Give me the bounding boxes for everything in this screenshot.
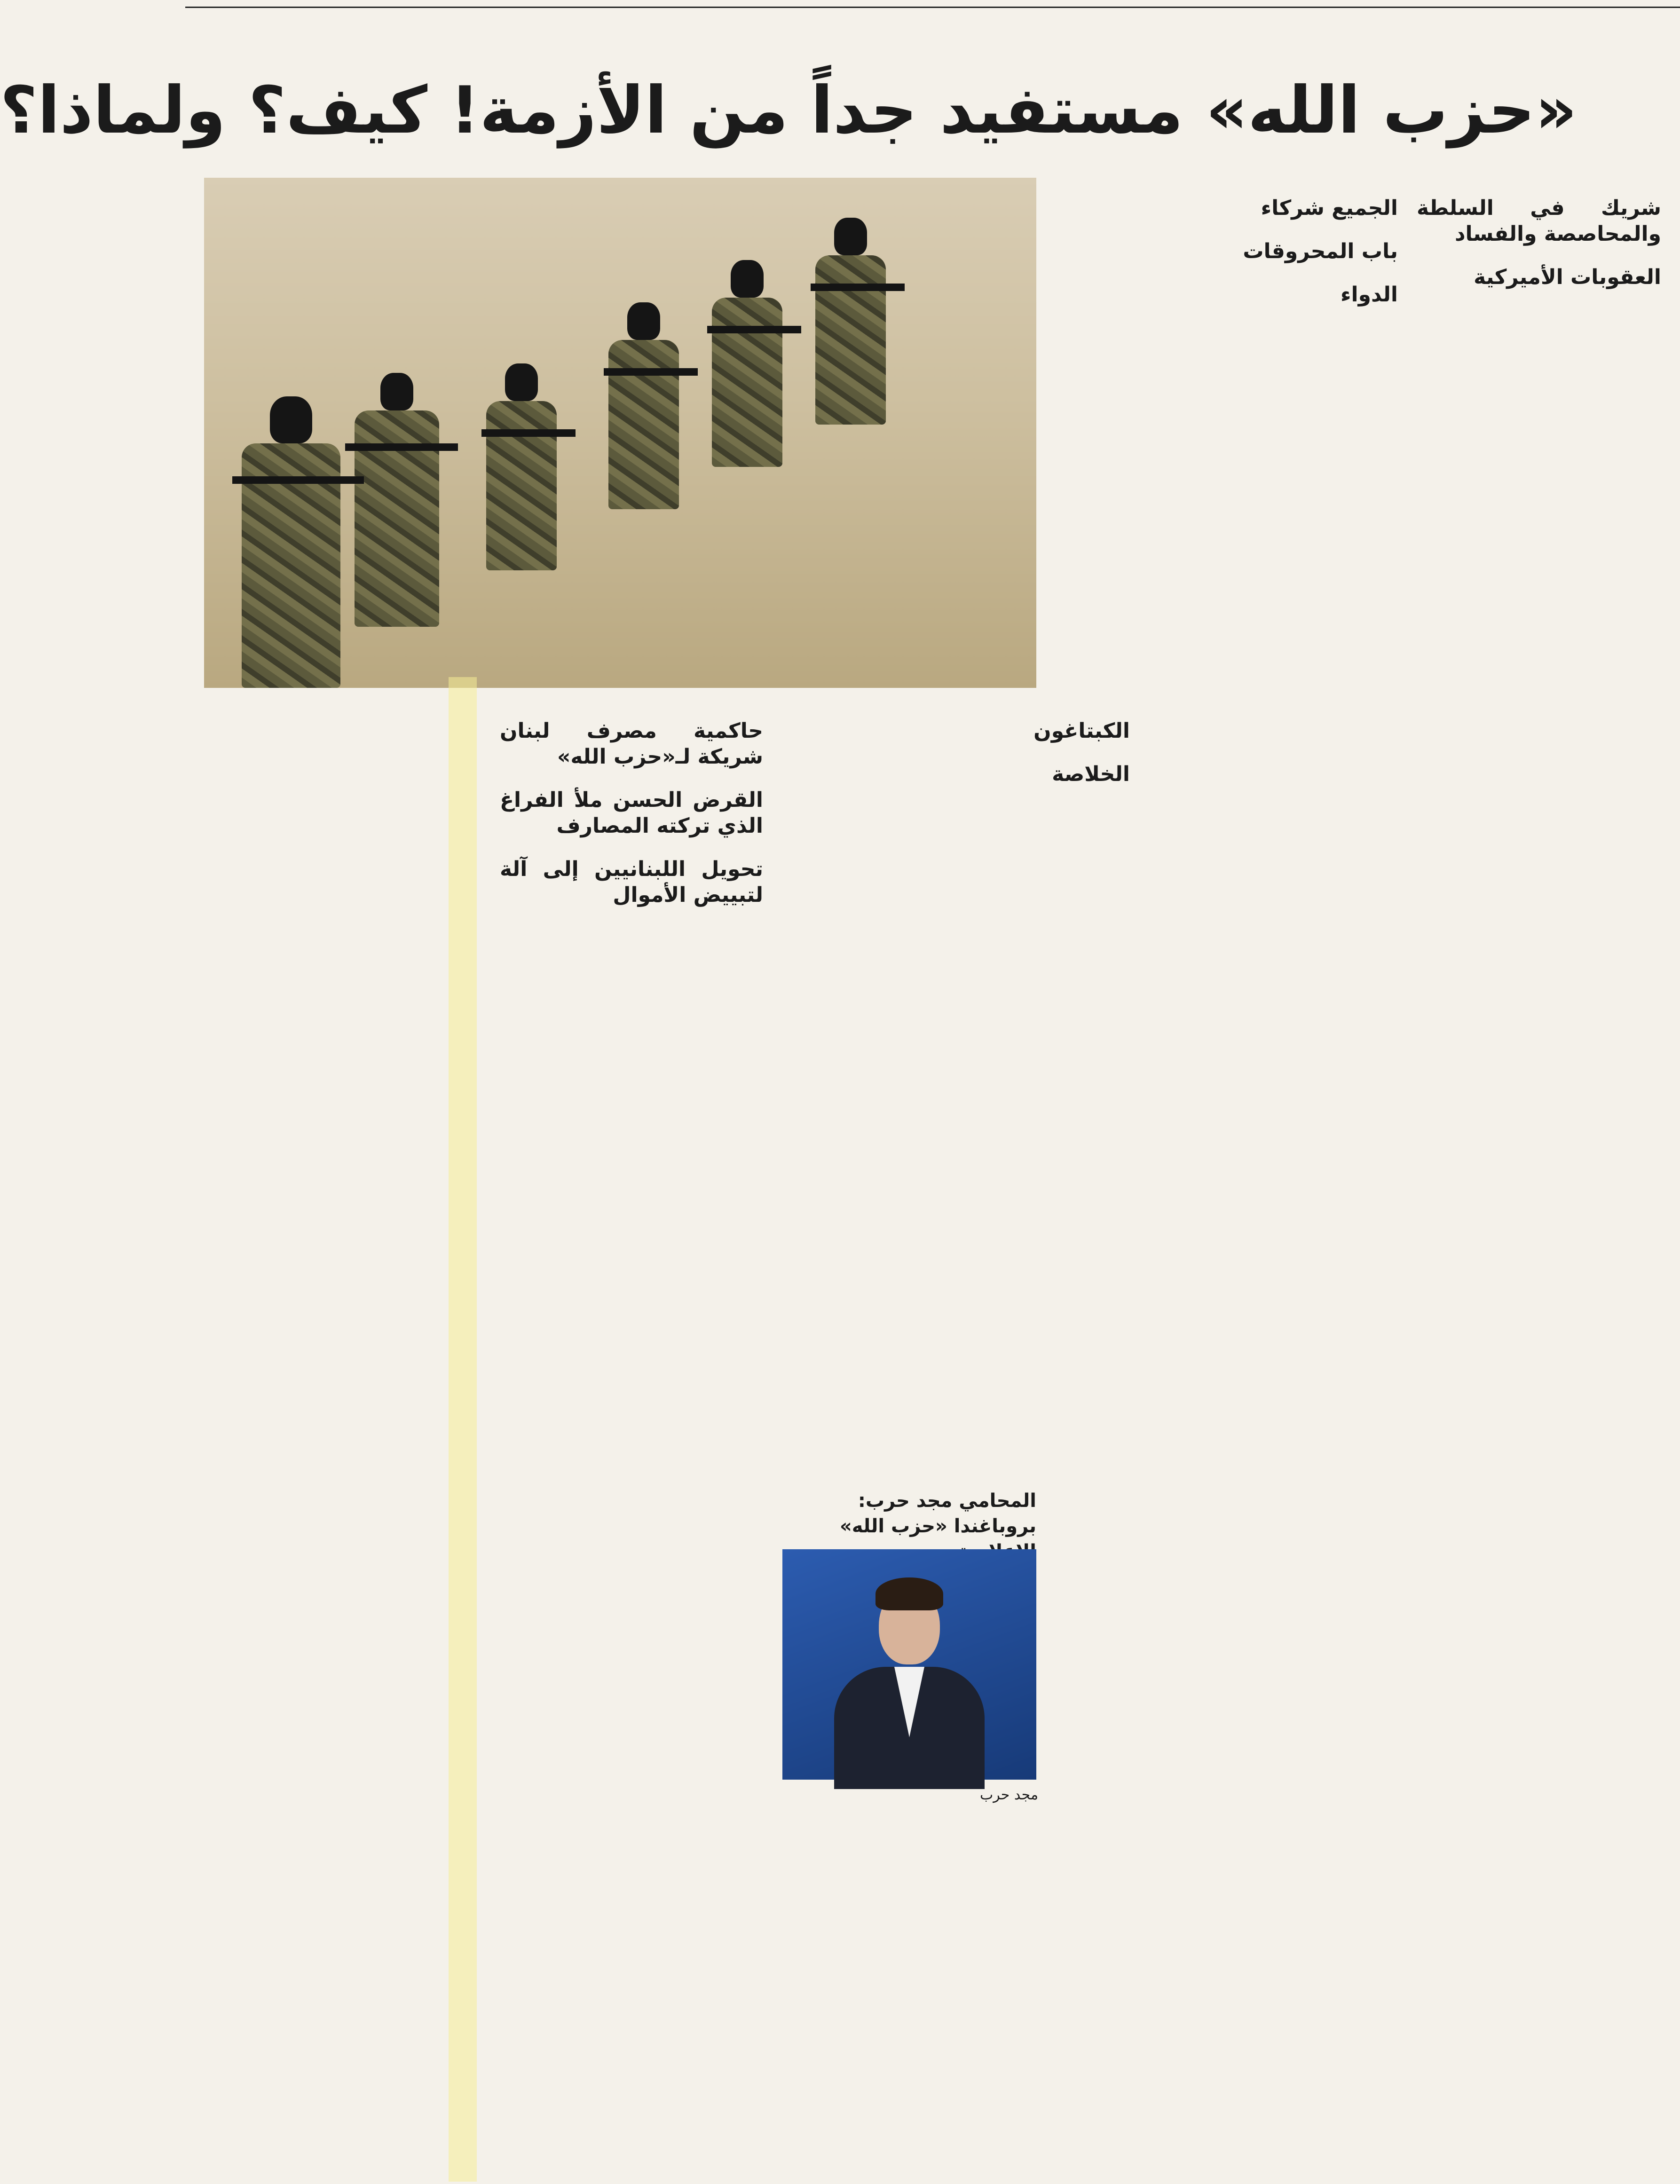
column-2 [1149, 178, 1398, 2152]
column-3-after-portrait [782, 1806, 1036, 2163]
author-title-line-2: بروباغندا «حزب الله» [839, 1515, 1036, 1537]
section-heading: القرض الحسن ملأ الفراغ الذي تركته المصارف [500, 788, 763, 838]
section-heading: العقوبات الأميركية [1474, 265, 1661, 289]
top-rule [185, 0, 1680, 8]
column-4 [500, 701, 763, 2158]
section-heading: الكبتاغون [1033, 719, 1130, 743]
column-1 [1417, 178, 1661, 2152]
soldiers-photo [204, 178, 1036, 688]
section-heading: الخلاصة [1052, 762, 1130, 786]
column-3-bottom [885, 701, 1130, 1481]
column-5 [204, 701, 467, 1312]
highlight-band [449, 677, 477, 2182]
portrait-caption: مجد حرب [980, 1787, 1039, 1803]
section-heading: الدواء [1341, 283, 1398, 307]
section-heading: باب المحروقات [1243, 239, 1398, 263]
author-portrait [782, 1549, 1036, 1780]
section-heading: حاكمية مصرف لبنان شريكة لـ«حزب الله» [500, 719, 763, 769]
section-heading: الجميع شركاء [1261, 196, 1398, 220]
author-title-line-1: المحامي مجد حرب: [858, 1490, 1036, 1512]
section-heading: تحويل اللبنانيين إلى آلة لتبييض الأموال [500, 857, 763, 907]
author-box [782, 1488, 1036, 1540]
section-heading: شريك في السلطة والمحاصصة والفساد [1417, 196, 1661, 246]
headline: «حزب الله» مستفيد جداً من الأزمة! كيف؟ ولماذا؟ [0, 72, 1577, 148]
